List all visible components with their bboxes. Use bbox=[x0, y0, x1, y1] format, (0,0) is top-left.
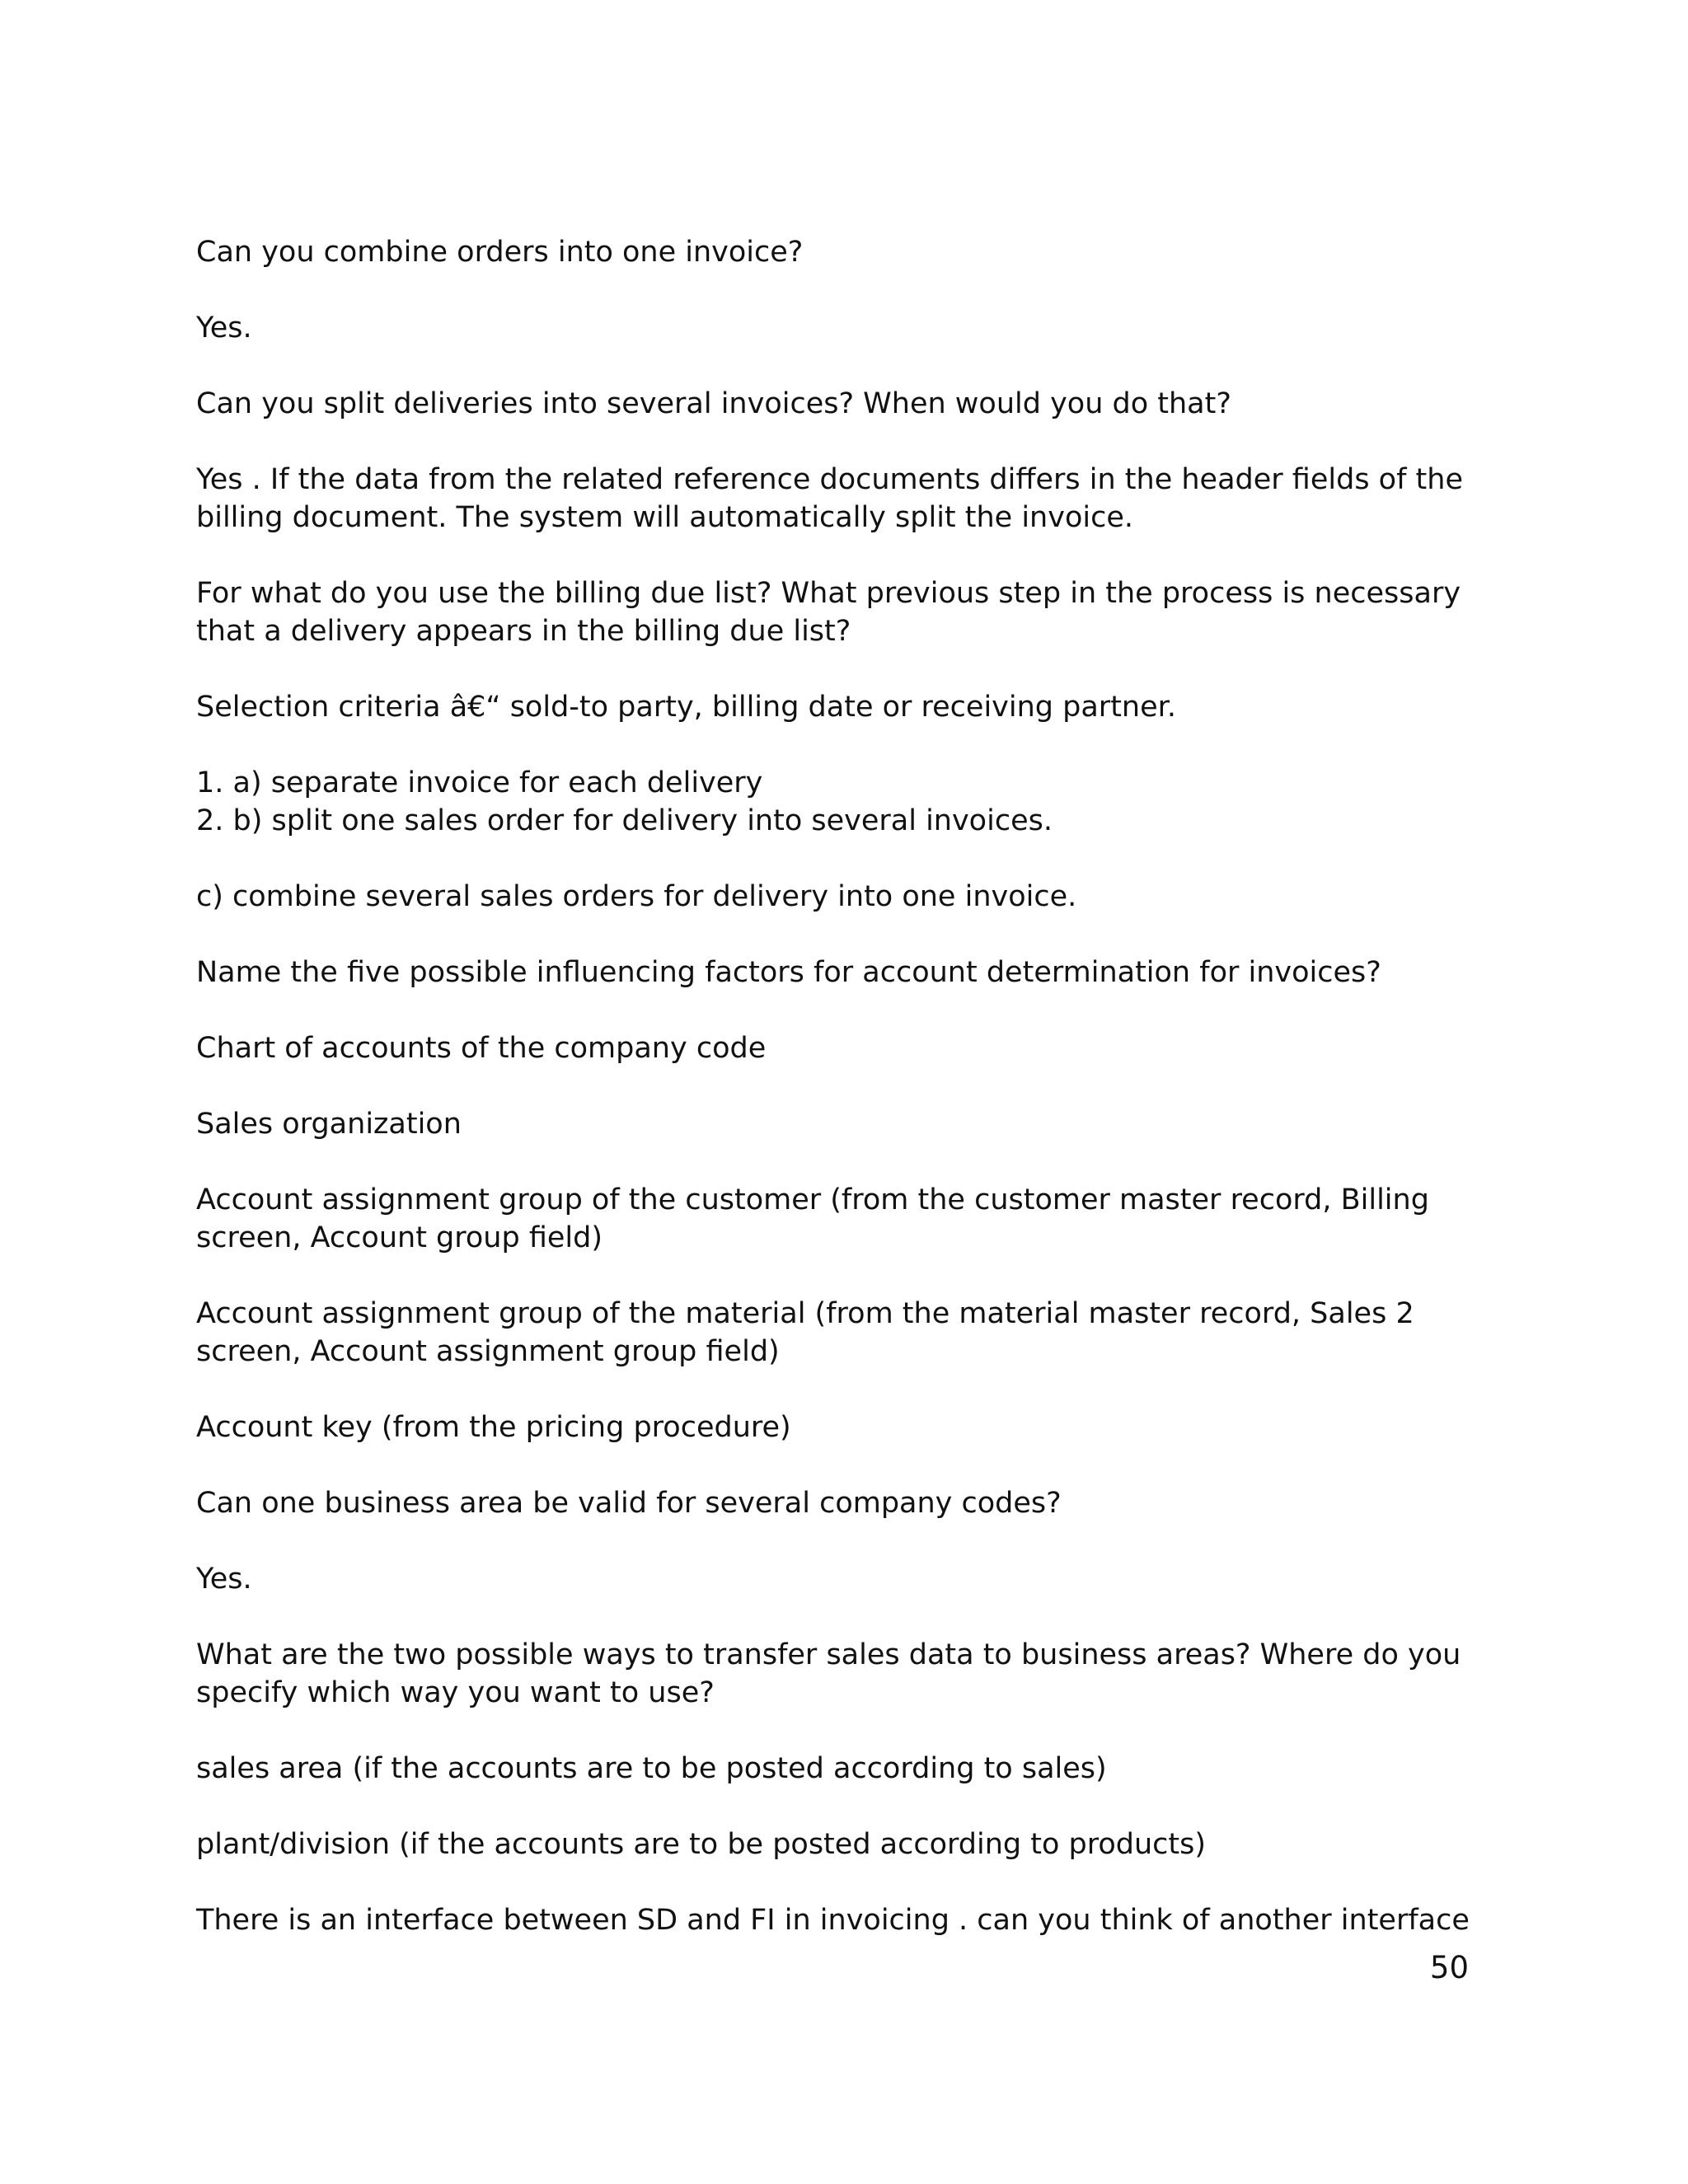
answer-split-deliveries: Yes . If the data from the related reference documents differs in the header fields of the billing document. The system will automatically split the invoice. bbox=[196, 463, 1463, 534]
factor-material-account-group: Account assignment group of the material (from the material master record, Sales 2 screen, Account assignment group field) bbox=[196, 1297, 1414, 1368]
factor-chart-of-accounts: Chart of accounts of the company code bbox=[196, 1032, 767, 1065]
factor-sales-organization: Sales organization bbox=[196, 1108, 462, 1141]
question-account-determination: Name the five possible influencing factors for account determination for invoices? bbox=[196, 956, 1381, 989]
list-item: 2. b) split one sales order for delivery into several invoices. bbox=[196, 804, 1053, 837]
question-business-area: Can one business area be valid for several company codes? bbox=[196, 1487, 1062, 1520]
answer-plant-division: plant/division (if the accounts are to be posted according to products) bbox=[196, 1828, 1207, 1861]
question-transfer-sales-data: What are the two possible ways to transfer sales data to business areas? Where do you specify which way you want to use? bbox=[196, 1638, 1461, 1709]
answer-sales-area: sales area (if the accounts are to be posted according to sales) bbox=[196, 1752, 1107, 1785]
question-combine-orders: Can you combine orders into one invoice? bbox=[196, 236, 804, 269]
answer-combine-sales-orders: c) combine several sales orders for delivery into one invoice. bbox=[196, 880, 1077, 913]
answer-combine-orders: Yes. bbox=[196, 312, 252, 344]
answer-selection-criteria: Selection criteria â€“ sold-to party, billing date or receiving partner. bbox=[196, 691, 1176, 724]
factor-account-key: Account key (from the pricing procedure) bbox=[196, 1411, 791, 1444]
page-content bbox=[196, 233, 1498, 1977]
factor-customer-account-group: Account assignment group of the customer (from the customer master record, Billing screen, Account group field) bbox=[196, 1183, 1429, 1254]
question-interface-sd-fi: There is an interface between SD and FI in invoicing . can you think of another interface bbox=[196, 1904, 1470, 1937]
question-billing-due-list: For what do you use the billing due list? What previous step in the process is necessary that a delivery appears in the billing due list? bbox=[196, 577, 1461, 648]
answer-business-area: Yes. bbox=[196, 1563, 252, 1596]
list-item: 1. a) separate invoice for each delivery bbox=[196, 766, 763, 799]
question-split-deliveries: Can you split deliveries into several invoices? When would you do that? bbox=[196, 387, 1231, 420]
invoice-options-list bbox=[196, 764, 1498, 840]
page-number: 50 bbox=[1429, 1950, 1469, 1985]
